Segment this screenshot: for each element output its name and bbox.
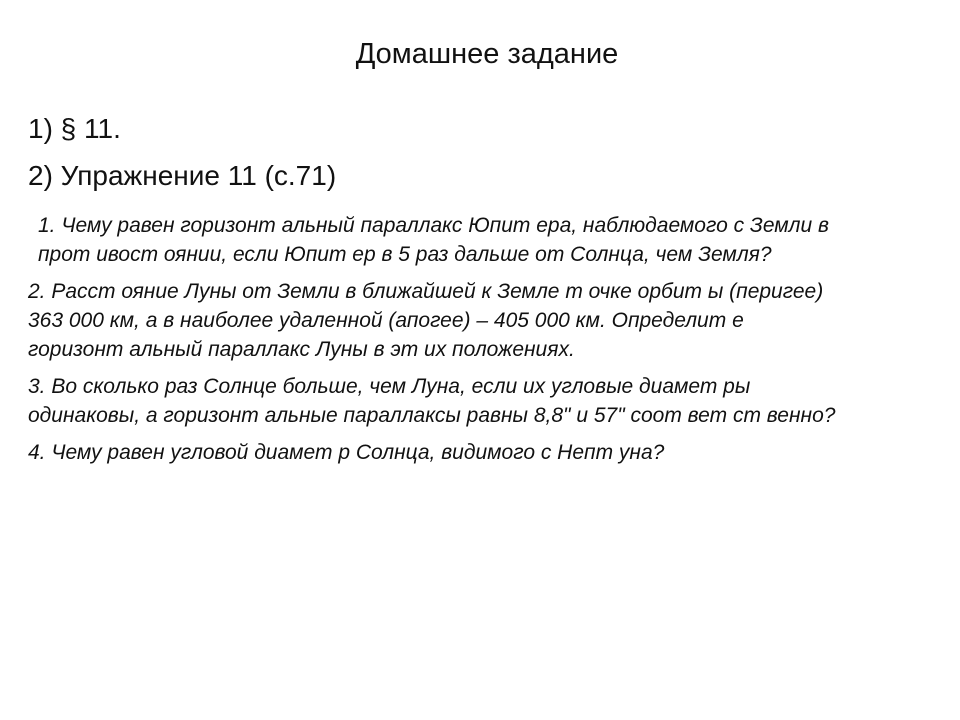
task-3: 3. Во сколько раз Солнце больше, чем Луна, если их угловые диамет ры одинаковы, а горизонт альные параллаксы равны 8,8" и 57" соот вет ст венно? — [28, 375, 836, 427]
homework-list — [28, 112, 948, 475]
homework-item-exercise: 2) Упражнение 11 (с.71) — [28, 160, 337, 191]
task-1: 1. Чему равен горизонт альный параллакс Юпит ера, наблюдаемого с Земли в прот ивост оянии, если Юпит ер в 5 раз дальше от Солнца, чем Земля? — [38, 214, 829, 266]
homework-item-paragraph: 1) § 11. — [28, 113, 121, 144]
slide-title: Домашнее задание — [355, 38, 619, 70]
task-2: 2. Расст ояние Луны от Земли в ближайшей к Земле т очке орбит ы (перигее) 363 000 км, а в наиболее удаленной (апогее) – 405 000 км. Определит е горизонт альный параллакс Луны в эт их положениях. — [28, 280, 824, 361]
task-4: 4. Чему равен угловой диамет р Солнца, видимого с Непт уна? — [28, 441, 665, 464]
